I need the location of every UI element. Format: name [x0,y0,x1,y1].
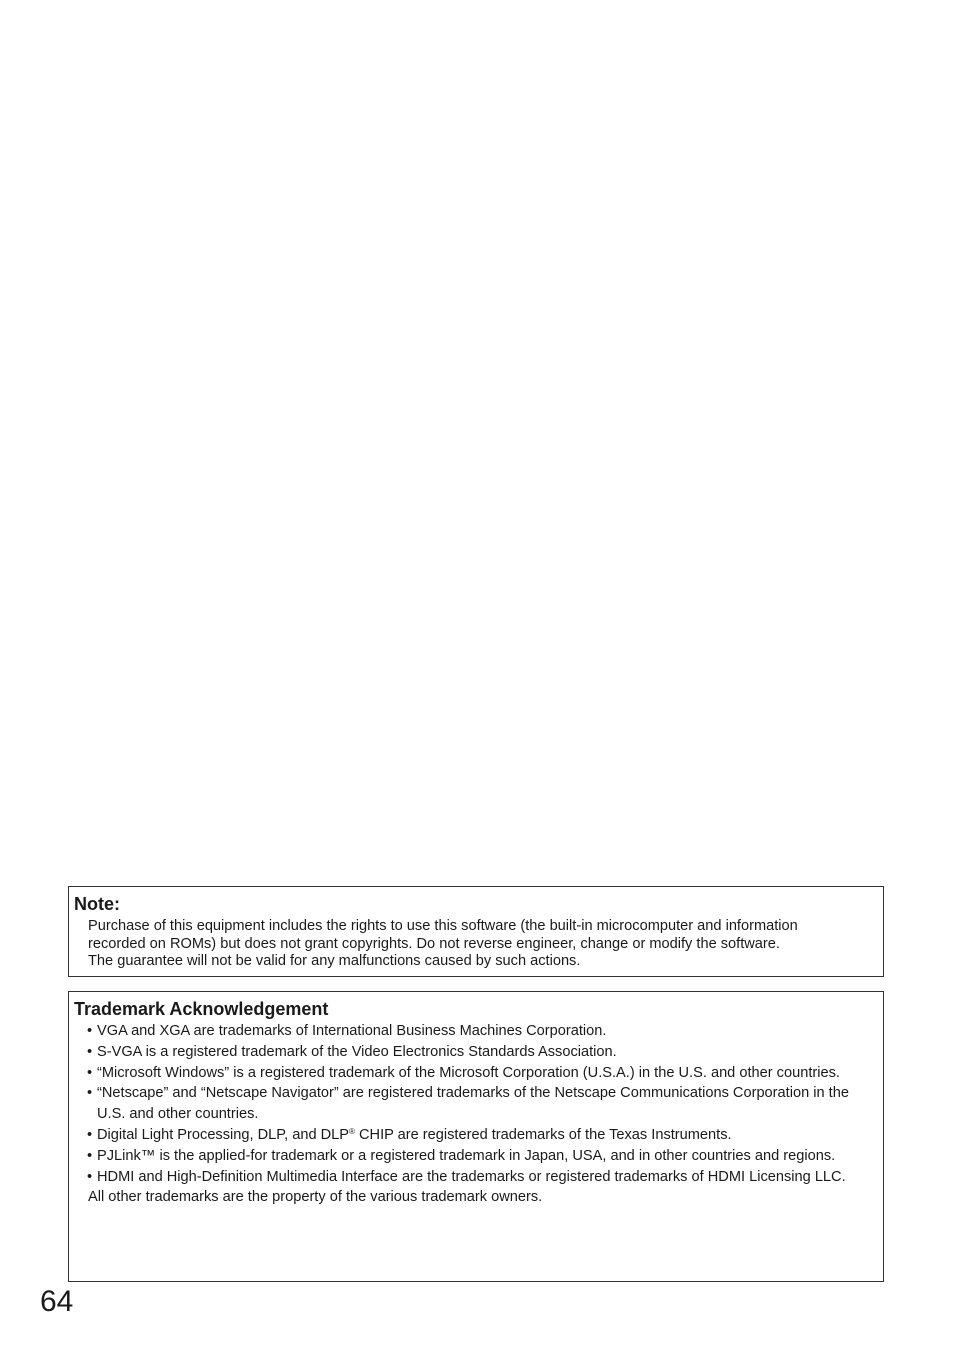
page-number: 64 [40,1285,74,1318]
list-item [74,1042,877,1063]
list-item [74,1083,877,1125]
trademark-text: “Microsoft Windows” is a registered trademark of the Microsoft Corporation (U.S.A.) in the U.S. and other countries. [97,1064,840,1081]
list-item [74,1021,877,1042]
list-item [74,1167,877,1188]
list-item [74,1063,877,1084]
registered-mark: ® [349,1126,355,1136]
list-item [74,1125,877,1146]
bullet-icon: • [87,1168,93,1185]
bullet-icon: • [87,1043,93,1060]
note-line: Purchase of this equipment includes the rights to use this software (the built-in microcomputer and information [88,918,798,934]
note-line: The guarantee will not be valid for any malfunctions caused by such actions. [88,953,581,969]
note-line: recorded on ROMs) but does not grant copyrights. Do not reverse engineer, change or modify the software. [88,935,780,952]
trademark-text: S-VGA is a registered trademark of the Video Electronics Standards Association. [97,1043,617,1060]
trademark-title: Trademark Acknowledgement [74,999,329,1019]
list-item [74,1146,877,1167]
bullet-icon: • [87,1147,93,1164]
trademark-text-after: CHIP are registered trademarks of the Texas Instruments. [354,1126,732,1143]
trademark-text-before: Digital Light Processing, DLP, and DLP [97,1126,350,1143]
trademark-text: PJLink™ is the applied-for trademark or a registered trademark in Japan, USA, and in other countries and regions. [97,1147,836,1164]
note-body [88,918,877,971]
bullet-icon: • [87,1023,93,1039]
bullet-icon: • [87,1085,93,1102]
bullet-icon: • [87,1126,93,1143]
bullet-icon: • [87,1064,93,1081]
note-box [68,886,884,977]
trademark-text: “Netscape” and “Netscape Navigator” are registered trademarks of the Netscape Communications Corporation in the U.S. and other countries. [97,1085,849,1123]
trademark-footer: All other trademarks are the property of the various trademark owners. [88,1189,543,1206]
trademark-list [74,1021,877,1187]
trademark-text: VGA and XGA are trademarks of International Business Machines Corporation. [97,1023,607,1039]
note-title: Note: [74,894,120,914]
trademark-text: HDMI and High-Definition Multimedia Interface are the trademarks or registered trademarks of HDMI Licensing LLC. [97,1168,846,1185]
trademark-box [68,991,884,1282]
